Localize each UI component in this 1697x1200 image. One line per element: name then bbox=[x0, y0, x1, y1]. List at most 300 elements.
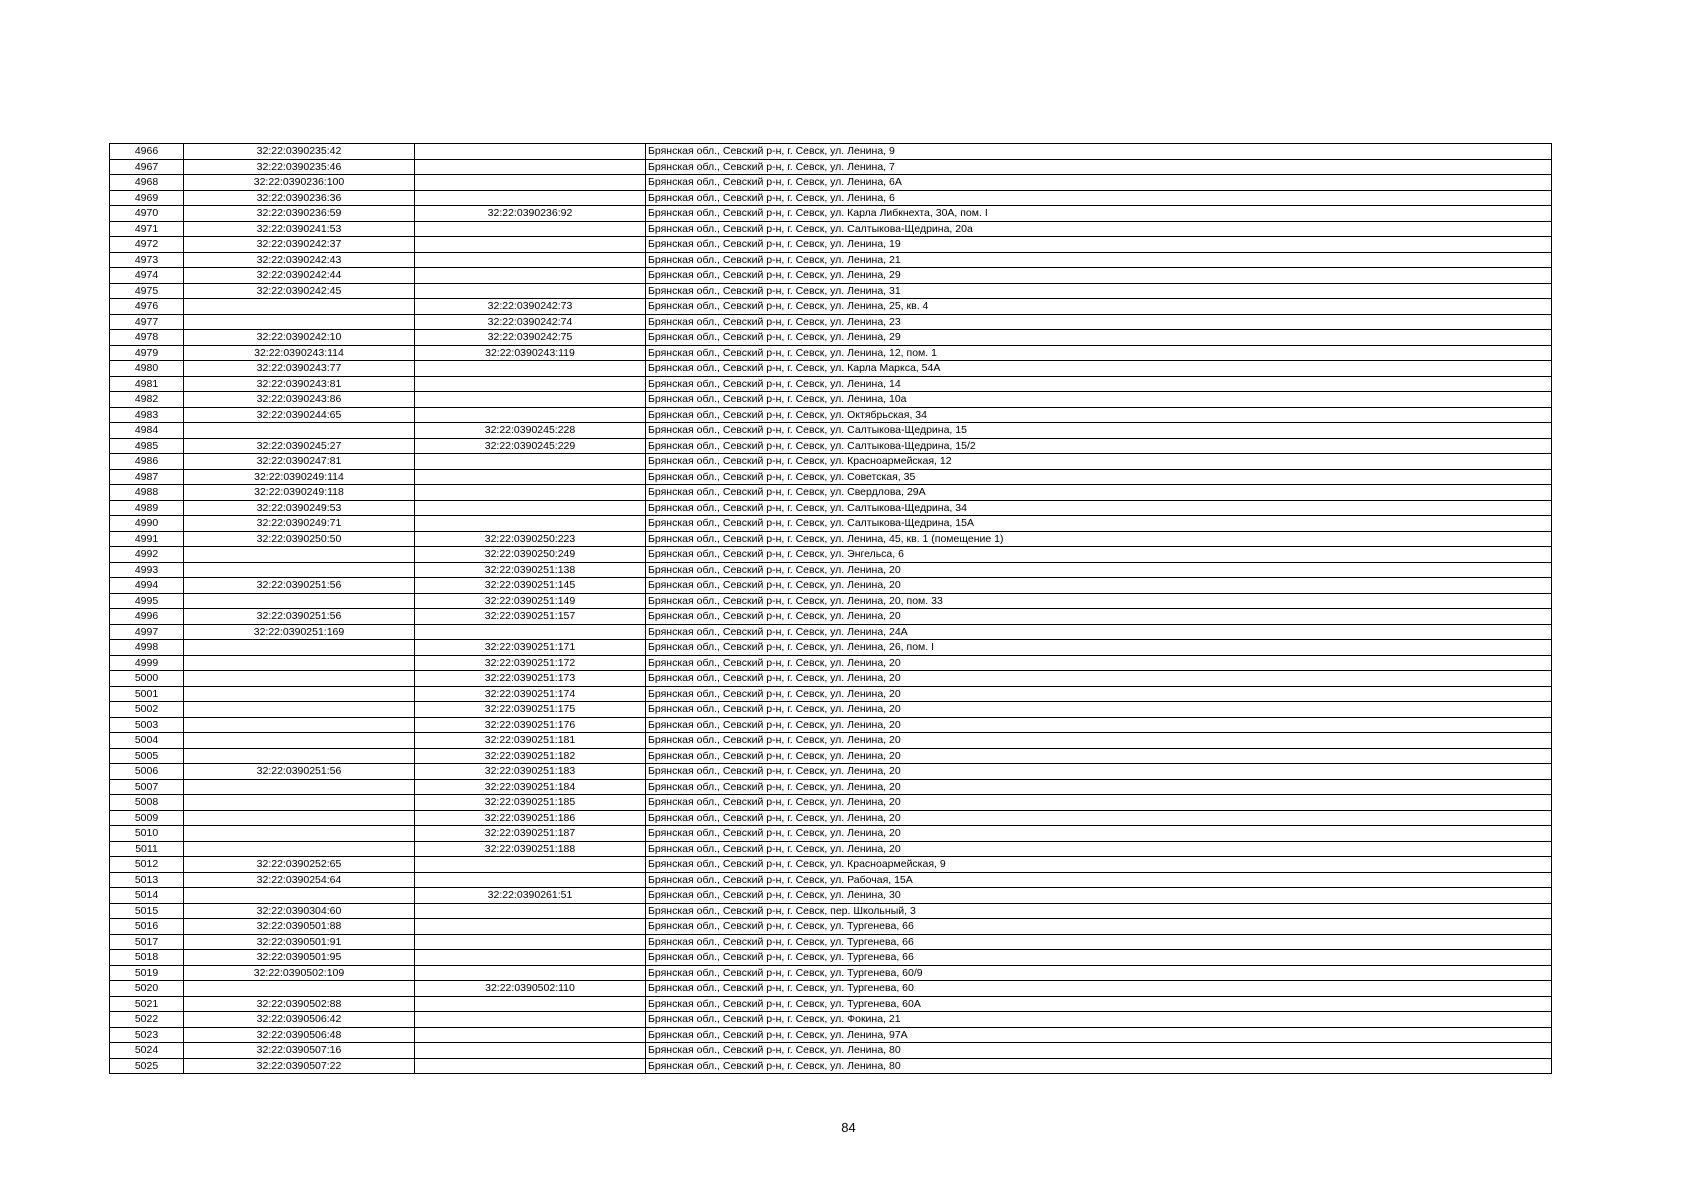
table-row bbox=[110, 640, 1552, 656]
address-cell: Брянская обл., Севский р-н, г. Севск, ул. Ленина, 20 bbox=[646, 733, 1552, 749]
related-cadastral-number-cell: 32:22:0390251:171 bbox=[415, 640, 646, 656]
related-cadastral-number-cell bbox=[415, 624, 646, 640]
related-cadastral-number-cell bbox=[415, 283, 646, 299]
row-number-cell: 5014 bbox=[110, 888, 184, 904]
address-cell: Брянская обл., Севский р-н, г. Севск, ул. Ленина, 20 bbox=[646, 826, 1552, 842]
cadastral-number-cell: 32:22:0390249:53 bbox=[184, 500, 415, 516]
related-cadastral-number-cell: 32:22:0390243:119 bbox=[415, 345, 646, 361]
cadastral-number-cell: 32:22:0390236:100 bbox=[184, 175, 415, 191]
row-number-cell: 5005 bbox=[110, 748, 184, 764]
row-number-cell: 5006 bbox=[110, 764, 184, 780]
row-number-cell: 4973 bbox=[110, 252, 184, 268]
related-cadastral-number-cell bbox=[415, 965, 646, 981]
row-number-cell: 5004 bbox=[110, 733, 184, 749]
cadastral-number-cell: 32:22:0390242:43 bbox=[184, 252, 415, 268]
address-cell: Брянская обл., Севский р-н, г. Севск, ул. Ленина, 26, пом. I bbox=[646, 640, 1552, 656]
row-number-cell: 5007 bbox=[110, 779, 184, 795]
related-cadastral-number-cell: 32:22:0390251:188 bbox=[415, 841, 646, 857]
cadastral-number-cell: 32:22:0390501:95 bbox=[184, 950, 415, 966]
table-row bbox=[110, 795, 1552, 811]
related-cadastral-number-cell bbox=[415, 1027, 646, 1043]
related-cadastral-number-cell bbox=[415, 144, 646, 160]
related-cadastral-number-cell bbox=[415, 392, 646, 408]
row-number-cell: 4970 bbox=[110, 206, 184, 222]
table-row bbox=[110, 779, 1552, 795]
row-number-cell: 5018 bbox=[110, 950, 184, 966]
table-row bbox=[110, 593, 1552, 609]
related-cadastral-number-cell bbox=[415, 252, 646, 268]
row-number-cell: 4967 bbox=[110, 159, 184, 175]
table-row bbox=[110, 485, 1552, 501]
related-cadastral-number-cell: 32:22:0390251:145 bbox=[415, 578, 646, 594]
table-row bbox=[110, 469, 1552, 485]
table-row bbox=[110, 283, 1552, 299]
related-cadastral-number-cell bbox=[415, 361, 646, 377]
cadastral-number-cell: 32:22:0390243:81 bbox=[184, 376, 415, 392]
cadastral-number-cell bbox=[184, 748, 415, 764]
address-cell: Брянская обл., Севский р-н, г. Севск, ул. Ленина, 7 bbox=[646, 159, 1552, 175]
related-cadastral-number-cell: 32:22:0390245:229 bbox=[415, 438, 646, 454]
row-number-cell: 5017 bbox=[110, 934, 184, 950]
row-number-cell: 4994 bbox=[110, 578, 184, 594]
address-cell: Брянская обл., Севский р-н, г. Севск, ул. Салтыкова-Щедрина, 20а bbox=[646, 221, 1552, 237]
address-cell: Брянская обл., Севский р-н, г. Севск, ул. Ленина, 45, кв. 1 (помещение 1) bbox=[646, 531, 1552, 547]
table-row bbox=[110, 857, 1552, 873]
related-cadastral-number-cell bbox=[415, 221, 646, 237]
table-row bbox=[110, 392, 1552, 408]
related-cadastral-number-cell: 32:22:0390251:176 bbox=[415, 717, 646, 733]
table-row bbox=[110, 903, 1552, 919]
table-row bbox=[110, 950, 1552, 966]
cadastral-number-cell: 32:22:0390501:91 bbox=[184, 934, 415, 950]
row-number-cell: 4986 bbox=[110, 454, 184, 470]
table-row bbox=[110, 841, 1552, 857]
cadastral-number-cell: 32:22:0390235:42 bbox=[184, 144, 415, 160]
table-row bbox=[110, 1058, 1552, 1074]
cadastral-number-cell bbox=[184, 671, 415, 687]
address-cell: Брянская обл., Севский р-н, г. Севск, ул. Тургенева, 66 bbox=[646, 934, 1552, 950]
row-number-cell: 5011 bbox=[110, 841, 184, 857]
table-row bbox=[110, 144, 1552, 160]
address-cell: Брянская обл., Севский р-н, г. Севск, ул. Ленина, 12, пом. 1 bbox=[646, 345, 1552, 361]
table-row bbox=[110, 717, 1552, 733]
address-cell: Брянская обл., Севский р-н, г. Севск, ул. Ленина, 20 bbox=[646, 609, 1552, 625]
row-number-cell: 5024 bbox=[110, 1043, 184, 1059]
address-cell: Брянская обл., Севский р-н, г. Севск, ул. Салтыкова-Щедрина, 34 bbox=[646, 500, 1552, 516]
cadastral-number-cell: 32:22:0390244:65 bbox=[184, 407, 415, 423]
row-number-cell: 5012 bbox=[110, 857, 184, 873]
cadastral-number-cell bbox=[184, 779, 415, 795]
row-number-cell: 5019 bbox=[110, 965, 184, 981]
table-row bbox=[110, 733, 1552, 749]
row-number-cell: 4996 bbox=[110, 609, 184, 625]
related-cadastral-number-cell bbox=[415, 485, 646, 501]
related-cadastral-number-cell: 32:22:0390251:185 bbox=[415, 795, 646, 811]
address-cell: Брянская обл., Севский р-н, г. Севск, ул. Ленина, 24А bbox=[646, 624, 1552, 640]
row-number-cell: 5001 bbox=[110, 686, 184, 702]
address-cell: Брянская обл., Севский р-н, г. Севск, ул. Ленина, 20 bbox=[646, 578, 1552, 594]
table-row bbox=[110, 345, 1552, 361]
table-row bbox=[110, 252, 1552, 268]
row-number-cell: 4998 bbox=[110, 640, 184, 656]
address-cell: Брянская обл., Севский р-н, г. Севск, ул. Ленина, 20 bbox=[646, 748, 1552, 764]
related-cadastral-number-cell: 32:22:0390236:92 bbox=[415, 206, 646, 222]
address-cell: Брянская обл., Севский р-н, г. Севск, ул. Ленина, 20 bbox=[646, 671, 1552, 687]
cadastral-number-cell: 32:22:0390506:42 bbox=[184, 1012, 415, 1028]
related-cadastral-number-cell bbox=[415, 872, 646, 888]
related-cadastral-number-cell: 32:22:0390261:51 bbox=[415, 888, 646, 904]
table-row bbox=[110, 810, 1552, 826]
row-number-cell: 4985 bbox=[110, 438, 184, 454]
row-number-cell: 5023 bbox=[110, 1027, 184, 1043]
cadastral-number-cell bbox=[184, 841, 415, 857]
row-number-cell: 5013 bbox=[110, 872, 184, 888]
table-row bbox=[110, 748, 1552, 764]
table-row bbox=[110, 1043, 1552, 1059]
address-cell: Брянская обл., Севский р-н, г. Севск, ул. Рабочая, 15А bbox=[646, 872, 1552, 888]
related-cadastral-number-cell: 32:22:0390242:74 bbox=[415, 314, 646, 330]
row-number-cell: 4978 bbox=[110, 330, 184, 346]
row-number-cell: 5021 bbox=[110, 996, 184, 1012]
table-row bbox=[110, 516, 1552, 532]
row-number-cell: 4977 bbox=[110, 314, 184, 330]
cadastral-number-cell: 32:22:0390304:60 bbox=[184, 903, 415, 919]
address-cell: Брянская обл., Севский р-н, г. Севск, ул. Салтыкова-Щедрина, 15 bbox=[646, 423, 1552, 439]
row-number-cell: 4984 bbox=[110, 423, 184, 439]
table-row bbox=[110, 919, 1552, 935]
cadastral-number-cell: 32:22:0390507:16 bbox=[184, 1043, 415, 1059]
address-cell: Брянская обл., Севский р-н, г. Севск, ул. Ленина, 14 bbox=[646, 376, 1552, 392]
table-row bbox=[110, 655, 1552, 671]
row-number-cell: 4988 bbox=[110, 485, 184, 501]
cadastral-number-cell: 32:22:0390251:169 bbox=[184, 624, 415, 640]
cadastral-number-cell bbox=[184, 888, 415, 904]
row-number-cell: 4966 bbox=[110, 144, 184, 160]
row-number-cell: 5010 bbox=[110, 826, 184, 842]
related-cadastral-number-cell bbox=[415, 469, 646, 485]
table-row bbox=[110, 159, 1552, 175]
row-number-cell: 4983 bbox=[110, 407, 184, 423]
related-cadastral-number-cell: 32:22:0390251:181 bbox=[415, 733, 646, 749]
address-cell: Брянская обл., Севский р-н, г. Севск, ул. Ленина, 20 bbox=[646, 764, 1552, 780]
cadastral-number-cell: 32:22:0390236:59 bbox=[184, 206, 415, 222]
related-cadastral-number-cell bbox=[415, 1043, 646, 1059]
address-cell: Брянская обл., Севский р-н, г. Севск, ул. Ленина, 20, пом. 33 bbox=[646, 593, 1552, 609]
table-row bbox=[110, 1012, 1552, 1028]
cadastral-number-cell: 32:22:0390243:77 bbox=[184, 361, 415, 377]
table-row bbox=[110, 624, 1552, 640]
row-number-cell: 4987 bbox=[110, 469, 184, 485]
table-row bbox=[110, 872, 1552, 888]
address-cell: Брянская обл., Севский р-н, г. Севск, ул. Ленина, 6 bbox=[646, 190, 1552, 206]
cadastral-number-cell: 32:22:0390502:109 bbox=[184, 965, 415, 981]
related-cadastral-number-cell: 32:22:0390251:157 bbox=[415, 609, 646, 625]
table-row bbox=[110, 826, 1552, 842]
cadastral-number-cell bbox=[184, 702, 415, 718]
address-cell: Брянская обл., Севский р-н, г. Севск, ул. Ленина, 31 bbox=[646, 283, 1552, 299]
table-row bbox=[110, 314, 1552, 330]
row-number-cell: 4995 bbox=[110, 593, 184, 609]
related-cadastral-number-cell: 32:22:0390251:184 bbox=[415, 779, 646, 795]
cadastral-number-cell: 32:22:0390249:71 bbox=[184, 516, 415, 532]
address-cell: Брянская обл., Севский р-н, г. Севск, ул. Ленина, 6А bbox=[646, 175, 1552, 191]
cadastral-number-cell: 32:22:0390235:46 bbox=[184, 159, 415, 175]
cadastral-number-cell bbox=[184, 640, 415, 656]
row-number-cell: 5000 bbox=[110, 671, 184, 687]
cadastral-number-cell bbox=[184, 981, 415, 997]
related-cadastral-number-cell: 32:22:0390251:183 bbox=[415, 764, 646, 780]
related-cadastral-number-cell bbox=[415, 500, 646, 516]
table-row bbox=[110, 996, 1552, 1012]
row-number-cell: 5009 bbox=[110, 810, 184, 826]
row-number-cell: 5008 bbox=[110, 795, 184, 811]
table-row bbox=[110, 888, 1552, 904]
cadastral-number-cell: 32:22:0390251:56 bbox=[184, 609, 415, 625]
table-row bbox=[110, 438, 1552, 454]
address-cell: Брянская обл., Севский р-н, г. Севск, ул. Салтыкова-Щедрина, 15А bbox=[646, 516, 1552, 532]
cadastral-number-cell: 32:22:0390247:81 bbox=[184, 454, 415, 470]
row-number-cell: 5022 bbox=[110, 1012, 184, 1028]
address-cell: Брянская обл., Севский р-н, г. Севск, ул. Карла Маркса, 54А bbox=[646, 361, 1552, 377]
address-cell: Брянская обл., Севский р-н, г. Севск, ул. Ленина, 20 bbox=[646, 779, 1552, 795]
related-cadastral-number-cell: 32:22:0390242:73 bbox=[415, 299, 646, 315]
page-number: 84 bbox=[841, 1120, 856, 1135]
table-row bbox=[110, 299, 1552, 315]
cadastral-number-cell: 32:22:0390506:48 bbox=[184, 1027, 415, 1043]
related-cadastral-number-cell bbox=[415, 934, 646, 950]
cadastral-number-cell bbox=[184, 299, 415, 315]
related-cadastral-number-cell: 32:22:0390251:149 bbox=[415, 593, 646, 609]
table-row bbox=[110, 361, 1552, 377]
row-number-cell: 4990 bbox=[110, 516, 184, 532]
cadastral-number-cell: 32:22:0390252:65 bbox=[184, 857, 415, 873]
table-row bbox=[110, 407, 1552, 423]
address-cell: Брянская обл., Севский р-н, г. Севск, ул. Тургенева, 66 bbox=[646, 919, 1552, 935]
row-number-cell: 4971 bbox=[110, 221, 184, 237]
table-row bbox=[110, 981, 1552, 997]
address-cell: Брянская обл., Севский р-н, г. Севск, ул. Ленина, 30 bbox=[646, 888, 1552, 904]
table-row bbox=[110, 609, 1552, 625]
table-row bbox=[110, 454, 1552, 470]
cadastral-number-cell bbox=[184, 314, 415, 330]
related-cadastral-number-cell bbox=[415, 175, 646, 191]
cadastral-number-cell bbox=[184, 423, 415, 439]
related-cadastral-number-cell bbox=[415, 903, 646, 919]
address-cell: Брянская обл., Севский р-н, г. Севск, ул. Тургенева, 66 bbox=[646, 950, 1552, 966]
row-number-cell: 4975 bbox=[110, 283, 184, 299]
address-cell: Брянская обл., Севский р-н, г. Севск, ул. Красноармейская, 12 bbox=[646, 454, 1552, 470]
related-cadastral-number-cell bbox=[415, 268, 646, 284]
address-cell: Брянская обл., Севский р-н, г. Севск, ул. Ленина, 23 bbox=[646, 314, 1552, 330]
address-cell: Брянская обл., Севский р-н, г. Севск, ул. Тургенева, 60 bbox=[646, 981, 1552, 997]
cadastral-number-cell: 32:22:0390249:118 bbox=[184, 485, 415, 501]
row-number-cell: 4976 bbox=[110, 299, 184, 315]
address-cell: Брянская обл., Севский р-н, г. Севск, ул. Ленина, 80 bbox=[646, 1058, 1552, 1074]
row-number-cell: 4968 bbox=[110, 175, 184, 191]
address-cell: Брянская обл., Севский р-н, г. Севск, ул. Энгельса, 6 bbox=[646, 547, 1552, 563]
address-cell: Брянская обл., Севский р-н, г. Севск, ул. Ленина, 29 bbox=[646, 330, 1552, 346]
related-cadastral-number-cell: 32:22:0390502:110 bbox=[415, 981, 646, 997]
table-row bbox=[110, 206, 1552, 222]
table-row bbox=[110, 1027, 1552, 1043]
address-cell: Брянская обл., Севский р-н, г. Севск, ул. Ленина, 25, кв. 4 bbox=[646, 299, 1552, 315]
row-number-cell: 4991 bbox=[110, 531, 184, 547]
related-cadastral-number-cell: 32:22:0390251:174 bbox=[415, 686, 646, 702]
related-cadastral-number-cell: 32:22:0390251:186 bbox=[415, 810, 646, 826]
address-cell: Брянская обл., Севский р-н, г. Севск, ул. Октябрьская, 34 bbox=[646, 407, 1552, 423]
row-number-cell: 5015 bbox=[110, 903, 184, 919]
table-body bbox=[110, 144, 1552, 1074]
row-number-cell: 4972 bbox=[110, 237, 184, 253]
cadastral-number-cell: 32:22:0390249:114 bbox=[184, 469, 415, 485]
related-cadastral-number-cell bbox=[415, 407, 646, 423]
related-cadastral-number-cell bbox=[415, 1058, 646, 1074]
address-cell: Брянская обл., Севский р-н, г. Севск, ул. Красноармейская, 9 bbox=[646, 857, 1552, 873]
address-cell: Брянская обл., Севский р-н, г. Севск, ул. Ленина, 20 bbox=[646, 702, 1552, 718]
address-cell: Брянская обл., Севский р-н, г. Севск, пер. Школьный, 3 bbox=[646, 903, 1552, 919]
address-cell: Брянская обл., Севский р-н, г. Севск, ул. Советская, 35 bbox=[646, 469, 1552, 485]
related-cadastral-number-cell: 32:22:0390251:173 bbox=[415, 671, 646, 687]
related-cadastral-number-cell bbox=[415, 454, 646, 470]
address-cell: Брянская обл., Севский р-н, г. Севск, ул. Ленина, 20 bbox=[646, 686, 1552, 702]
cadastral-number-cell bbox=[184, 547, 415, 563]
cadastral-number-cell: 32:22:0390507:22 bbox=[184, 1058, 415, 1074]
cadastral-number-cell bbox=[184, 562, 415, 578]
related-cadastral-number-cell bbox=[415, 996, 646, 1012]
address-cell: Брянская обл., Севский р-н, г. Севск, ул. Ленина, 19 bbox=[646, 237, 1552, 253]
address-cell: Брянская обл., Севский р-н, г. Севск, ул. Тургенева, 60А bbox=[646, 996, 1552, 1012]
address-cell: Брянская обл., Севский р-н, г. Севск, ул. Ленина, 20 bbox=[646, 795, 1552, 811]
address-cell: Брянская обл., Севский р-н, г. Севск, ул. Ленина, 20 bbox=[646, 841, 1552, 857]
cadastral-number-cell bbox=[184, 593, 415, 609]
row-number-cell: 5003 bbox=[110, 717, 184, 733]
related-cadastral-number-cell bbox=[415, 237, 646, 253]
cadastral-number-cell: 32:22:0390501:88 bbox=[184, 919, 415, 935]
address-cell: Брянская обл., Севский р-н, г. Севск, ул. Ленина, 20 bbox=[646, 810, 1552, 826]
related-cadastral-number-cell: 32:22:0390250:223 bbox=[415, 531, 646, 547]
table-row bbox=[110, 330, 1552, 346]
property-registry-table bbox=[109, 143, 1552, 1074]
row-number-cell: 4981 bbox=[110, 376, 184, 392]
row-number-cell: 4993 bbox=[110, 562, 184, 578]
row-number-cell: 5020 bbox=[110, 981, 184, 997]
cadastral-number-cell: 32:22:0390236:36 bbox=[184, 190, 415, 206]
address-cell: Брянская обл., Севский р-н, г. Севск, ул. Ленина, 29 bbox=[646, 268, 1552, 284]
row-number-cell: 4979 bbox=[110, 345, 184, 361]
related-cadastral-number-cell bbox=[415, 159, 646, 175]
related-cadastral-number-cell: 32:22:0390251:187 bbox=[415, 826, 646, 842]
address-cell: Брянская обл., Севский р-н, г. Севск, ул. Тургенева, 60/9 bbox=[646, 965, 1552, 981]
cadastral-number-cell: 32:22:0390251:56 bbox=[184, 578, 415, 594]
address-cell: Брянская обл., Севский р-н, г. Севск, ул. Ленина, 80 bbox=[646, 1043, 1552, 1059]
table-row bbox=[110, 562, 1552, 578]
cadastral-number-cell: 32:22:0390243:114 bbox=[184, 345, 415, 361]
address-cell: Брянская обл., Севский р-н, г. Севск, ул. Ленина, 9 bbox=[646, 144, 1552, 160]
related-cadastral-number-cell bbox=[415, 376, 646, 392]
related-cadastral-number-cell: 32:22:0390251:175 bbox=[415, 702, 646, 718]
table-row bbox=[110, 500, 1552, 516]
table-row bbox=[110, 175, 1552, 191]
related-cadastral-number-cell: 32:22:0390251:138 bbox=[415, 562, 646, 578]
table-row bbox=[110, 376, 1552, 392]
table-row bbox=[110, 686, 1552, 702]
related-cadastral-number-cell bbox=[415, 950, 646, 966]
table-row bbox=[110, 578, 1552, 594]
address-cell: Брянская обл., Севский р-н, г. Севск, ул. Ленина, 20 bbox=[646, 717, 1552, 733]
cadastral-number-cell bbox=[184, 733, 415, 749]
related-cadastral-number-cell bbox=[415, 516, 646, 532]
row-number-cell: 4989 bbox=[110, 500, 184, 516]
table-row bbox=[110, 423, 1552, 439]
row-number-cell: 5002 bbox=[110, 702, 184, 718]
table-row bbox=[110, 547, 1552, 563]
address-cell: Брянская обл., Севский р-н, г. Севск, ул. Ленина, 20 bbox=[646, 655, 1552, 671]
related-cadastral-number-cell: 32:22:0390245:228 bbox=[415, 423, 646, 439]
related-cadastral-number-cell bbox=[415, 857, 646, 873]
related-cadastral-number-cell bbox=[415, 919, 646, 935]
cadastral-number-cell bbox=[184, 686, 415, 702]
row-number-cell: 5025 bbox=[110, 1058, 184, 1074]
cadastral-number-cell: 32:22:0390242:45 bbox=[184, 283, 415, 299]
row-number-cell: 4982 bbox=[110, 392, 184, 408]
related-cadastral-number-cell: 32:22:0390251:172 bbox=[415, 655, 646, 671]
row-number-cell: 4997 bbox=[110, 624, 184, 640]
table-row bbox=[110, 965, 1552, 981]
cadastral-number-cell: 32:22:0390243:86 bbox=[184, 392, 415, 408]
cadastral-number-cell bbox=[184, 826, 415, 842]
cadastral-number-cell: 32:22:0390245:27 bbox=[184, 438, 415, 454]
address-cell: Брянская обл., Севский р-н, г. Севск, ул. Карла Либкнехта, 30А, пом. I bbox=[646, 206, 1552, 222]
cadastral-number-cell bbox=[184, 795, 415, 811]
row-number-cell: 5016 bbox=[110, 919, 184, 935]
cadastral-number-cell: 32:22:0390241:53 bbox=[184, 221, 415, 237]
cadastral-number-cell: 32:22:0390502:88 bbox=[184, 996, 415, 1012]
related-cadastral-number-cell: 32:22:0390242:75 bbox=[415, 330, 646, 346]
address-cell: Брянская обл., Севский р-н, г. Севск, ул. Салтыкова-Щедрина, 15/2 bbox=[646, 438, 1552, 454]
address-cell: Брянская обл., Севский р-н, г. Севск, ул. Ленина, 97А bbox=[646, 1027, 1552, 1043]
related-cadastral-number-cell: 32:22:0390250:249 bbox=[415, 547, 646, 563]
address-cell: Брянская обл., Севский р-н, г. Севск, ул. Ленина, 21 bbox=[646, 252, 1552, 268]
cadastral-number-cell: 32:22:0390250:50 bbox=[184, 531, 415, 547]
row-number-cell: 4969 bbox=[110, 190, 184, 206]
address-cell: Брянская обл., Севский р-н, г. Севск, ул. Ленина, 10а bbox=[646, 392, 1552, 408]
table-row bbox=[110, 934, 1552, 950]
cadastral-number-cell: 32:22:0390242:37 bbox=[184, 237, 415, 253]
row-number-cell: 4974 bbox=[110, 268, 184, 284]
address-cell: Брянская обл., Севский р-н, г. Севск, ул. Ленина, 20 bbox=[646, 562, 1552, 578]
related-cadastral-number-cell bbox=[415, 1012, 646, 1028]
table-row bbox=[110, 221, 1552, 237]
table-row bbox=[110, 764, 1552, 780]
related-cadastral-number-cell bbox=[415, 190, 646, 206]
address-cell: Брянская обл., Севский р-н, г. Севск, ул. Фокина, 21 bbox=[646, 1012, 1552, 1028]
table-row bbox=[110, 671, 1552, 687]
cadastral-number-cell: 32:22:0390242:10 bbox=[184, 330, 415, 346]
row-number-cell: 4992 bbox=[110, 547, 184, 563]
cadastral-number-cell bbox=[184, 655, 415, 671]
cadastral-number-cell: 32:22:0390251:56 bbox=[184, 764, 415, 780]
table-row bbox=[110, 268, 1552, 284]
cadastral-number-cell: 32:22:0390254:64 bbox=[184, 872, 415, 888]
address-cell: Брянская обл., Севский р-н, г. Севск, ул. Свердлова, 29А bbox=[646, 485, 1552, 501]
related-cadastral-number-cell: 32:22:0390251:182 bbox=[415, 748, 646, 764]
table-row bbox=[110, 190, 1552, 206]
table-row bbox=[110, 237, 1552, 253]
cadastral-number-cell bbox=[184, 810, 415, 826]
row-number-cell: 4999 bbox=[110, 655, 184, 671]
cadastral-number-cell bbox=[184, 717, 415, 733]
table-row bbox=[110, 702, 1552, 718]
